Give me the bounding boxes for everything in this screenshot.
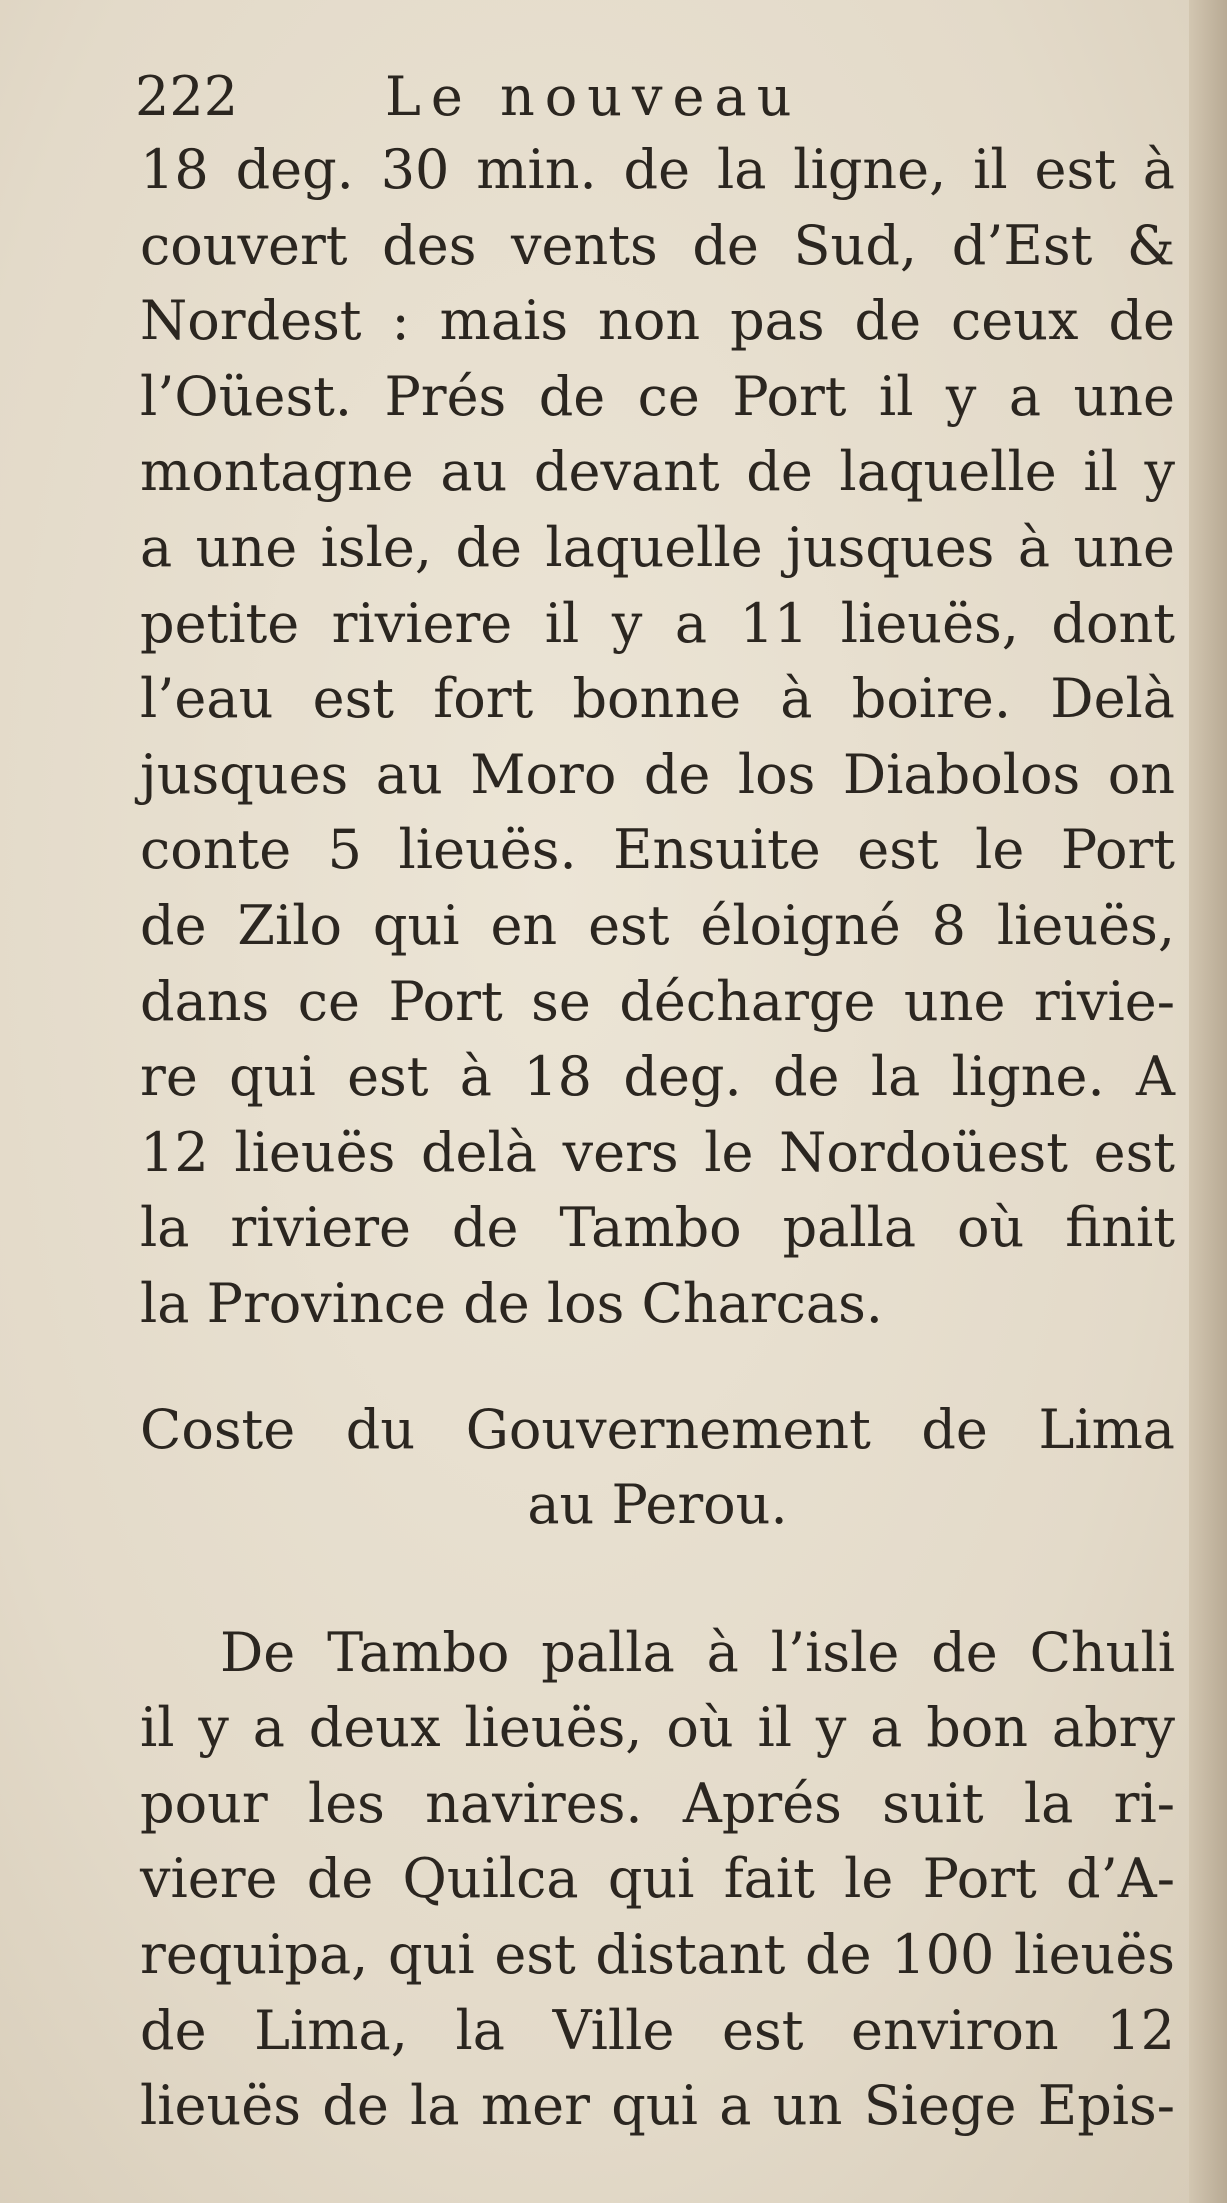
text-line: a une isle, de laquelle jusques à une [140,515,1175,579]
text-line: pour les navires. Aprés suit la ri- [140,1771,1175,1835]
text-line: conte 5 lieuës. Ensuite est le Port [140,818,1175,882]
section-heading [140,1392,1175,1543]
running-title: Le nouveau [385,65,802,128]
text-line: il y a deux lieuës, où il y a bon abry [140,1696,1175,1760]
running-header [135,62,1135,132]
text-line: couvert des vents de Sud, d’Est & [140,213,1175,277]
text-line: l’Oüest. Prés de ce Port il y a une [140,364,1175,428]
text-line: 12 lieuës delà vers le Nordoüest est [140,1120,1175,1184]
text-line: lieuës de la mer qui a un Siege Epis- [140,2074,1175,2138]
text-line: la Province de los Charcas. [140,1271,883,1335]
paragraph-1 [140,132,1175,1342]
text-line: de Zilo qui en est éloigné 8 lieuës, [140,893,1175,957]
text-line: De Tambo palla à l’isle de Chuli [220,1620,1175,1684]
text-line: l’eau est fort bonne à boire. Delà [140,667,1175,731]
page-body [140,132,1175,2144]
text-line: jusques au Moro de los Diabolos on [140,742,1175,806]
spacer [140,1342,1175,1392]
text-line: requipa, qui est distant de 100 lieuës [140,1923,1175,1987]
spacer [140,1543,1175,1615]
text-line: montagne au devant de laquelle il y [140,440,1175,504]
text-line: petite riviere il y a 11 lieuës, dont [140,591,1175,655]
text-line: 18 deg. 30 min. de la ligne, il est à [140,138,1175,201]
text-line: de Lima, la Ville est environ 12 [140,1998,1175,2062]
text-line: re qui est à 18 deg. de la ligne. A [140,1045,1175,1109]
heading-line: Coste du Gouvernement de Lima [140,1397,1175,1461]
text-line: Nordest : mais non pas de ceux de [140,289,1175,353]
paragraph-2 [140,1615,1175,2144]
text-line: la riviere de Tambo palla où finit [140,1196,1175,1260]
heading-line: au Perou. [527,1473,788,1537]
page-gutter [1189,0,1227,2203]
text-line: dans ce Port se décharge une rivie- [140,969,1175,1033]
text-line: viere de Quilca qui fait le Port d’A- [140,1847,1175,1911]
page-number: 222 [135,65,239,128]
